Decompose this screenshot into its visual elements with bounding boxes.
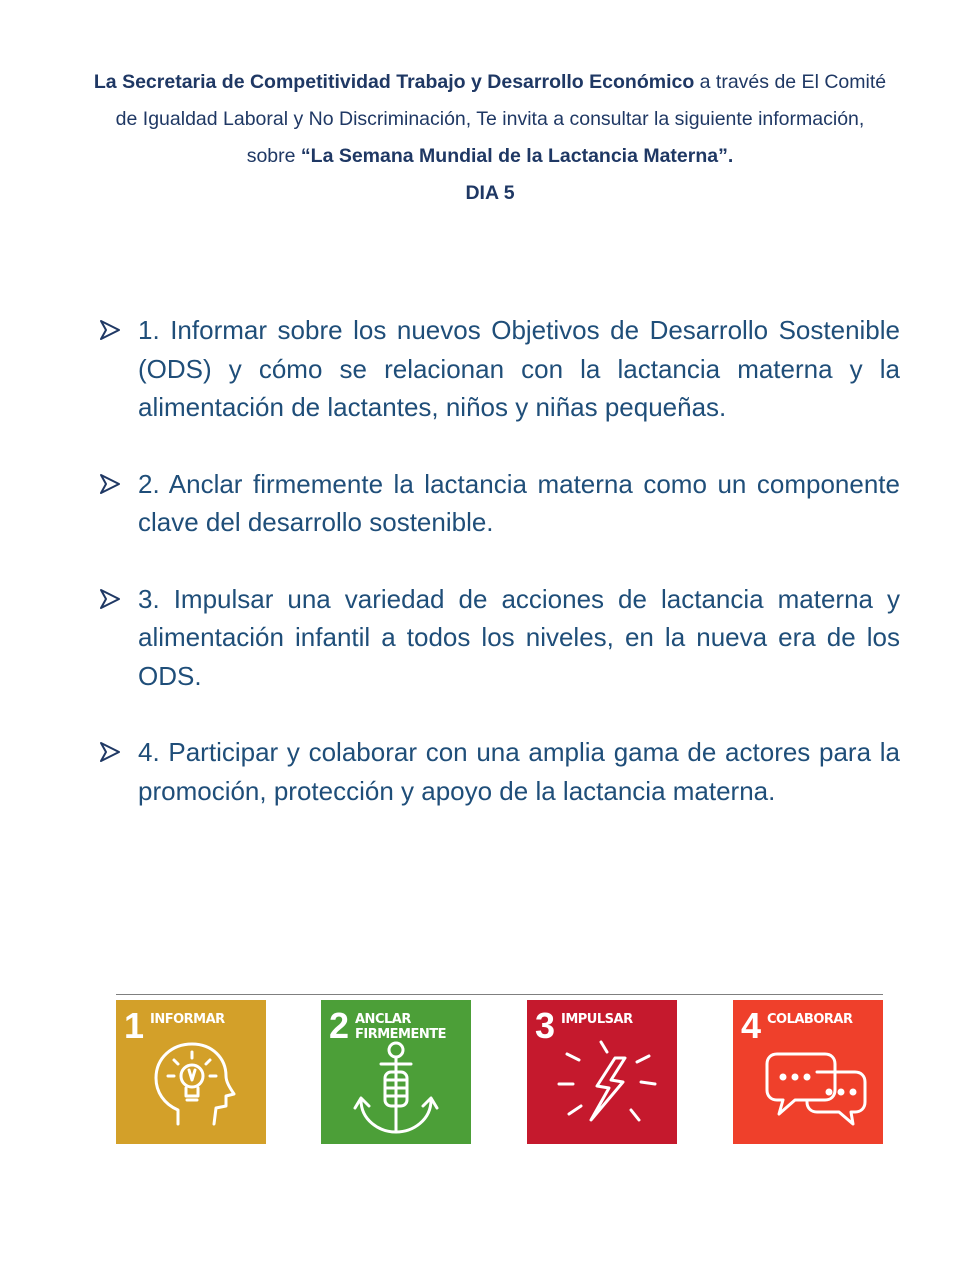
objectives-list	[98, 311, 900, 848]
tile-label: IMPULSAR	[561, 1012, 633, 1027]
intro-paragraph	[90, 64, 890, 212]
list-item	[98, 465, 900, 542]
tile-anclar	[321, 1000, 471, 1144]
organization-name: La Secretaria de Competitividad Trabajo y Desarrollo Económico	[93, 71, 695, 93]
tile-number: 3	[535, 1005, 556, 1046]
divider	[116, 994, 883, 995]
item-text: 1. Informar sobre los nuevos Objetivos de Desarrollo Sostenible (ODS) y cómo se relacionan con la lactancia materna y la alimentación de lactantes, niños y niñas pequeñas.	[138, 315, 900, 422]
tile-impulsar	[527, 1000, 677, 1144]
tile-number: 4	[741, 1005, 762, 1046]
intro-text: a través de El Comité de Igualdad Laboral y No Discriminación, Te invita a consultar la siguiente información, sobre	[115, 71, 887, 167]
campaign-name: “La Semana Mundial de la Lactancia Materna”.	[300, 145, 734, 167]
arrow-bullet-icon	[98, 740, 122, 764]
arrow-bullet-icon	[98, 318, 122, 342]
list-item	[98, 733, 900, 810]
tile-number: 2	[329, 1005, 350, 1046]
arrow-bullet-icon	[98, 472, 122, 496]
item-text: 3. Impulsar una variedad de acciones de lactancia materna y alimentación infantil a todos los niveles, en la nueva era de los ODS.	[138, 583, 900, 691]
list-item	[98, 311, 900, 427]
arrow-bullet-icon	[98, 587, 122, 611]
day-label: DIA 5	[465, 182, 515, 204]
tile-label: COLABORAR	[767, 1012, 853, 1027]
goal-tiles	[116, 994, 883, 1154]
tile-label: INFORMAR	[150, 1012, 225, 1027]
tile-number: 1	[124, 1005, 145, 1046]
item-text: 2. Anclar firmemente la lactancia materna como un componente clave del desarrollo sostenible.	[138, 468, 900, 537]
item-text: 4. Participar y colaborar con una amplia gama de actores para la promoción, protección y apoyo de la lactancia materna.	[138, 737, 900, 806]
tile-informar	[116, 1000, 266, 1144]
tile-label: ANCLAR FIRMEMENTE	[355, 1012, 446, 1042]
tile-colaborar	[733, 1000, 883, 1144]
list-item	[98, 580, 900, 696]
